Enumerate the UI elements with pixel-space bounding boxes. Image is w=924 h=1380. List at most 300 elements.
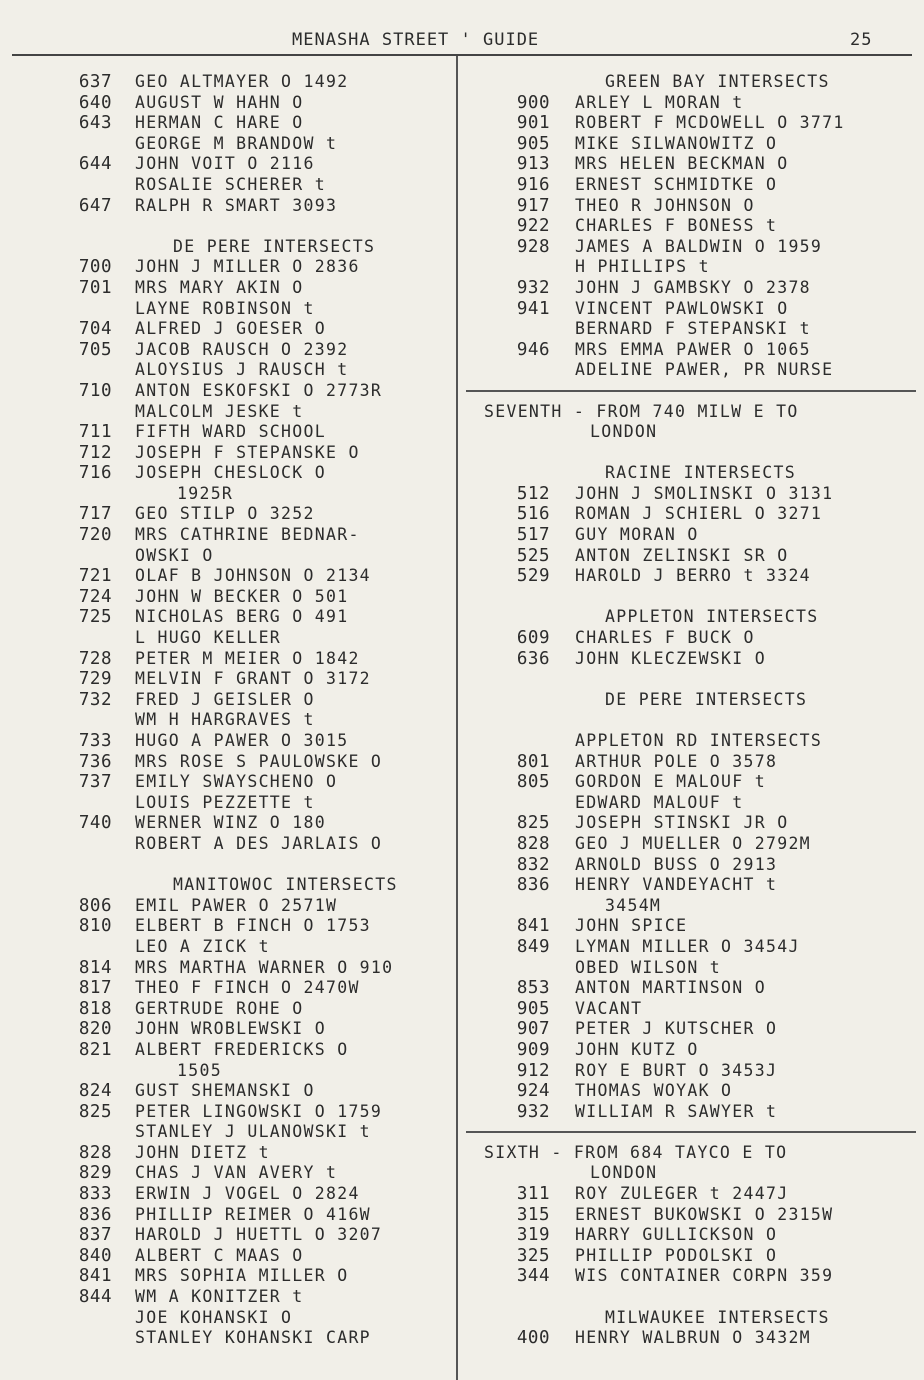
resident-name: HENRY VANDEYACHT t [575,875,778,895]
resident-entry [60,1266,452,1287]
resident-entry [60,154,452,175]
resident-entry [60,896,452,917]
resident-entry [470,1205,918,1226]
house-number: 512 [516,483,550,504]
section-rule [470,381,918,402]
house-number: 853 [516,978,550,999]
resident-name: JACOB RAUSCH O 2392 [135,339,349,359]
resident-entry [60,1163,452,1184]
resident-name: EDWARD MALOUF t [575,792,744,812]
house-number: 311 [516,1184,550,1205]
resident-name: LOUIS PEZZETTE t [135,792,315,812]
intersects-label: APPLETON INTERSECTS [605,607,819,627]
house-number: 818 [78,998,112,1019]
left-column [60,72,452,1349]
resident-name: RALPH R SMART 3093 [135,195,338,215]
house-number: 732 [78,689,112,710]
resident-entry [60,113,452,134]
resident-entry [470,1061,918,1082]
resident-name: GEORGE M BRANDOW t [135,133,338,153]
house-number: 840 [78,1245,112,1266]
intersects-heading [470,72,918,93]
resident-name: ROBERT A DES JARLAIS O [135,833,383,853]
house-number: 740 [78,813,112,834]
continuation-text: 3454M [605,895,662,915]
resident-entry [60,422,452,443]
resident-name: ARNOLD BUSS O 2913 [575,854,778,874]
house-number: 824 [78,1081,112,1102]
house-number: 917 [516,195,550,216]
resident-name: HUGO A PAWER O 3015 [135,731,349,750]
house-number: 733 [78,731,112,751]
house-number: 836 [78,1204,112,1225]
house-number: 828 [516,833,550,854]
house-number: 636 [516,648,550,669]
house-number: 829 [78,1163,112,1184]
resident-entry [470,628,918,649]
resident-name: PETER LINGOWSKI O 1759 [135,1101,383,1121]
resident-entry [470,154,918,175]
resident-entry [470,93,918,114]
resident-entry [470,319,918,340]
resident-entry [60,710,452,731]
house-number: 805 [516,772,550,793]
resident-entry [470,1246,918,1267]
house-number: 647 [78,195,112,216]
house-number: 705 [78,339,112,360]
resident-entry [470,546,918,567]
resident-entry [470,257,918,278]
resident-name: ADELINE PAWER, PR NURSE [575,360,834,380]
house-number: 325 [516,1245,550,1266]
resident-entry [60,628,452,649]
house-number: 901 [516,113,550,134]
house-number: 529 [516,566,550,587]
resident-entry [60,669,452,690]
house-number: 736 [78,751,112,772]
blank-line [60,216,452,237]
resident-entry [60,958,452,979]
resident-entry [470,360,918,381]
resident-entry [60,1081,452,1102]
resident-name: ALFRED J GOESER O [135,319,326,339]
resident-name: ROSALIE SCHERER t [135,174,326,194]
resident-name: THEO R JOHNSON O [575,195,755,215]
intersects-heading [470,1308,918,1329]
resident-entry [60,1246,452,1267]
house-number: 841 [516,916,550,937]
house-number: 849 [516,936,550,957]
house-number: 833 [78,1184,112,1205]
resident-name: JOHN J GAMBSKY O 2378 [575,277,811,297]
house-number: 716 [78,463,112,484]
resident-name: MALCOLM JESKE t [135,401,304,421]
resident-entry [60,690,452,711]
resident-entry [60,916,452,937]
resident-entry [60,319,452,340]
resident-name: ANTON ESKOFSKI O 2773R [135,380,383,400]
resident-entry [60,72,452,93]
resident-name: ERWIN J VOGEL O 2824 [135,1184,360,1204]
resident-name: PETER M MEIER O 1842 [135,648,360,668]
house-number: 644 [78,154,112,175]
resident-entry [470,834,918,855]
continuation-line [470,896,918,917]
resident-name: EMILY SWAYSCHENO O [135,772,338,792]
continuation-line [470,1163,918,1184]
resident-entry [470,1266,918,1287]
house-number: 801 [516,751,550,772]
intersects-heading [470,463,918,484]
continuation-text: LONDON [590,1163,658,1183]
house-number: 844 [78,1287,112,1308]
resident-name: L HUGO KELLER [135,628,282,648]
intersects-heading [470,607,918,628]
resident-entry [470,278,918,299]
continuation-line [60,1061,452,1082]
house-number: 516 [516,504,550,525]
house-number: 728 [78,648,112,669]
resident-entry [60,463,452,484]
house-number: 400 [516,1328,550,1349]
resident-entry [60,340,452,361]
resident-entry [60,587,452,608]
resident-name: WM H HARGRAVES t [135,710,315,730]
street-label: SEVENTH - FROM 740 MILW E TO [484,401,799,421]
resident-entry [60,1122,452,1143]
resident-name: ROBERT F MCDOWELL O 3771 [575,113,845,133]
resident-entry [60,257,452,278]
house-number: 836 [516,875,550,896]
resident-entry [470,1225,918,1246]
resident-entry [470,855,918,876]
house-number: 725 [78,607,112,628]
house-number: 820 [78,1019,112,1040]
resident-name: GORDON E MALOUF t [575,772,766,792]
house-number: 821 [78,1039,112,1060]
resident-name: ROY E BURT O 3453J [575,1060,778,1080]
resident-entry [470,1081,918,1102]
resident-name: MRS EMMA PAWER O 1065 [575,339,811,359]
resident-entry [60,525,452,546]
house-number: 814 [78,957,112,978]
street-heading [470,402,918,423]
page-number: 25 [850,30,873,50]
house-number: 637 [78,72,112,92]
resident-name: JOHN J SMOLINSKI O 3131 [575,483,834,503]
resident-entry [60,566,452,587]
resident-name: OBED WILSON t [575,957,722,977]
house-number: 946 [516,339,550,360]
house-number: 909 [516,1039,550,1060]
resident-entry [60,278,452,299]
house-number: 825 [516,813,550,834]
resident-name: AUGUST W HAHN O [135,92,304,112]
resident-name: HARRY GULLICKSON O [575,1225,778,1245]
resident-entry [470,299,918,320]
intersects-heading [470,690,918,711]
resident-entry [470,875,918,896]
resident-name: ERNEST SCHMIDTKE O [575,174,778,194]
resident-entry [470,752,918,773]
house-number: 810 [78,916,112,937]
resident-name: PHILLIP REIMER O 416W [135,1204,371,1224]
house-number: 913 [516,154,550,175]
resident-name: JOE KOHANSKI O [135,1307,293,1327]
resident-name: PETER J KUTSCHER O [575,1019,778,1039]
resident-name: VACANT [575,998,643,1018]
resident-name: MRS MARTHA WARNER O 910 [135,957,394,977]
resident-entry [60,1184,452,1205]
resident-name: GUY MORAN O [575,525,699,545]
resident-entry [470,1328,918,1349]
resident-name: PHILLIP PODOLSKI O [575,1245,778,1265]
resident-entry [60,402,452,423]
house-number: 916 [516,174,550,195]
blank-line [470,443,918,464]
house-number: 806 [78,895,112,916]
resident-name: ARTHUR POLE O 3578 [575,751,778,771]
resident-name: ANTON MARTINSON O [575,978,766,998]
intersects-label: RACINE INTERSECTS [605,463,796,483]
house-number: 319 [516,1225,550,1246]
house-number: 712 [78,442,112,463]
resident-entry [60,978,452,999]
resident-name: CHARLES F BUCK O [575,628,755,648]
resident-name: JOHN KUTZ O [575,1039,699,1059]
resident-name: ROY ZULEGER t 2447J [575,1184,789,1204]
resident-name: H PHILLIPS t [575,257,710,277]
house-number: 517 [516,525,550,546]
resident-name: CHARLES F BONESS t [575,216,778,236]
resident-name: THOMAS WOYAK O [575,1081,733,1101]
resident-entry [60,1040,452,1061]
resident-name: WM A KONITZER t [135,1287,304,1307]
house-number: 924 [516,1081,550,1102]
resident-name: MRS ROSE S PAULOWSKE O [135,751,383,771]
page-title: MENASHA STREET ' GUIDE [292,30,540,50]
resident-name: ALBERT C MAAS O [135,1245,304,1265]
resident-entry [60,134,452,155]
resident-entry [470,772,918,793]
resident-entry [470,525,918,546]
house-number: 941 [516,298,550,319]
resident-entry [470,649,918,670]
resident-entry [60,1308,452,1329]
resident-entry [470,1184,918,1205]
resident-name: WERNER WINZ O 180 [135,813,326,833]
resident-entry [60,813,452,834]
house-number: 900 [516,92,550,113]
resident-entry [60,1287,452,1308]
continuation-text: 1925R [177,483,234,503]
resident-entry [60,1328,452,1349]
intersects-label: DE PERE INTERSECTS [605,689,808,709]
resident-name: ALBERT FREDERICKS O [135,1039,349,1059]
resident-entry [470,813,918,834]
resident-entry [470,916,918,937]
house-number: 737 [78,772,112,793]
continuation-line [60,484,452,505]
house-number: 710 [78,380,112,401]
resident-name: GUST SHEMANSKI O [135,1081,315,1101]
house-number: 905 [516,998,550,1019]
house-number: 700 [78,257,112,278]
resident-name: STANLEY J ULANOWSKI t [135,1122,371,1142]
resident-entry [60,937,452,958]
resident-entry [60,504,452,525]
resident-entry [60,93,452,114]
resident-name: MRS CATHRINE BEDNAR- [135,525,360,545]
resident-name: JOHN SPICE [575,916,688,936]
house-number: 922 [516,216,550,237]
house-number: 704 [78,319,112,340]
resident-entry [470,1040,918,1061]
resident-entry [60,607,452,628]
resident-name: THEO F FINCH O 2470W [135,978,360,998]
resident-name: OWSKI O [135,545,214,565]
resident-entry [60,1019,452,1040]
resident-name: HENRY WALBRUN O 3432M [575,1328,811,1348]
resident-entry [470,196,918,217]
blank-line [60,855,452,876]
resident-name: ROMAN J SCHIERL O 3271 [575,504,823,524]
resident-name: MRS SOPHIA MILLER O [135,1266,349,1286]
resident-entry [60,381,452,402]
resident-entry [470,134,918,155]
resident-entry [60,546,452,567]
intersects-label: GREEN BAY INTERSECTS [605,72,830,91]
continuation-text: 1505 [177,1060,222,1080]
house-number: 721 [78,566,112,587]
resident-name: HAROLD J BERRO t 3324 [575,566,811,586]
resident-entry [470,958,918,979]
resident-name: JOHN WROBLEWSKI O [135,1019,326,1039]
house-number: 832 [516,854,550,875]
house-number: 905 [516,133,550,154]
resident-name: GEO STILP O 3252 [135,504,315,524]
resident-entry [470,237,918,258]
resident-name: GEO ALTMAYER O 1492 [135,72,349,91]
resident-entry [60,1225,452,1246]
resident-name: GEO J MUELLER O 2792M [575,833,811,853]
resident-name: ELBERT B FINCH O 1753 [135,916,371,936]
resident-name: MELVIN F GRANT O 3172 [135,669,371,689]
intersects-heading [60,875,452,896]
resident-entry [60,360,452,381]
house-number: 344 [516,1266,550,1287]
house-number: 912 [516,1060,550,1081]
house-number: 907 [516,1019,550,1040]
house-number: 720 [78,525,112,546]
resident-name: STANLEY KOHANSKI CARP [135,1328,371,1348]
resident-entry [470,978,918,999]
resident-entry [60,175,452,196]
page-header [0,30,924,54]
house-number: 717 [78,504,112,525]
header-rule [12,54,912,56]
resident-entry [60,1143,452,1164]
street-label: SIXTH - FROM 684 TAYCO E TO [484,1142,788,1162]
resident-name: ALOYSIUS J RAUSCH t [135,360,349,380]
resident-name: EMIL PAWER O 2571W [135,895,338,915]
resident-entry [470,216,918,237]
house-number: 932 [516,1101,550,1122]
continuation-line [470,422,918,443]
resident-name: APPLETON RD INTERSECTS [575,731,823,750]
resident-name: MIKE SILWANOWITZ O [575,133,778,153]
house-number: 643 [78,113,112,134]
resident-entry [60,772,452,793]
resident-name: LYMAN MILLER O 3454J [575,936,800,956]
resident-entry [60,649,452,670]
resident-name: HERMAN C HARE O [135,113,304,133]
resident-entry [470,175,918,196]
resident-entry [60,1205,452,1226]
intersects-heading [60,237,452,258]
house-number: 640 [78,92,112,113]
resident-entry [60,299,452,320]
resident-entry [470,566,918,587]
house-number: 841 [78,1266,112,1287]
blank-line [470,1287,918,1308]
divider-line [466,390,916,392]
resident-name: MRS HELEN BECKMAN O [575,154,789,174]
resident-name: MRS MARY AKIN O [135,277,304,297]
resident-entry [60,834,452,855]
house-number: 828 [78,1142,112,1163]
house-number: 724 [78,586,112,607]
resident-name: WILLIAM R SAWYER t [575,1101,778,1121]
resident-name: JOHN J MILLER O 2836 [135,257,360,277]
divider-line [466,1131,916,1133]
resident-name: HAROLD J HUETTL O 3207 [135,1225,383,1245]
intersects-label: MILWAUKEE INTERSECTS [605,1307,830,1327]
house-number: 928 [516,236,550,257]
house-number: 609 [516,628,550,649]
resident-name: JOSEPH CHESLOCK O [135,463,326,483]
resident-name: NICHOLAS BERG O 491 [135,607,349,627]
resident-entry [60,1102,452,1123]
resident-entry [60,999,452,1020]
blank-line [470,587,918,608]
resident-name: FRED J GEISLER O [135,689,315,709]
resident-name: ANTON ZELINSKI SR O [575,545,789,565]
resident-entry [470,731,918,752]
resident-name: VINCENT PAWLOWSKI O [575,298,789,318]
house-number: 711 [78,422,112,443]
resident-entry [60,196,452,217]
resident-entry [470,504,918,525]
resident-name: LAYNE ROBINSON t [135,298,315,318]
resident-name: JOHN KLECZEWSKI O [575,648,766,668]
resident-name: CHAS J VAN AVERY t [135,1163,338,1183]
street-heading [470,1143,918,1164]
resident-name: FIFTH WARD SCHOOL [135,422,326,442]
house-number: 315 [516,1204,550,1225]
resident-name: JOHN DIETZ t [135,1142,270,1162]
house-number: 525 [516,545,550,566]
blank-line [470,669,918,690]
resident-name: ARLEY L MORAN t [575,92,744,112]
resident-name: JAMES A BALDWIN O 1959 [575,236,823,256]
resident-name: OLAF B JOHNSON O 2134 [135,566,371,586]
section-rule [470,1122,918,1143]
intersects-label: MANITOWOC INTERSECTS [173,875,398,895]
intersects-label: DE PERE INTERSECTS [173,236,376,256]
resident-name: JOHN VOIT O 2116 [135,154,315,174]
house-number: 701 [78,277,112,298]
